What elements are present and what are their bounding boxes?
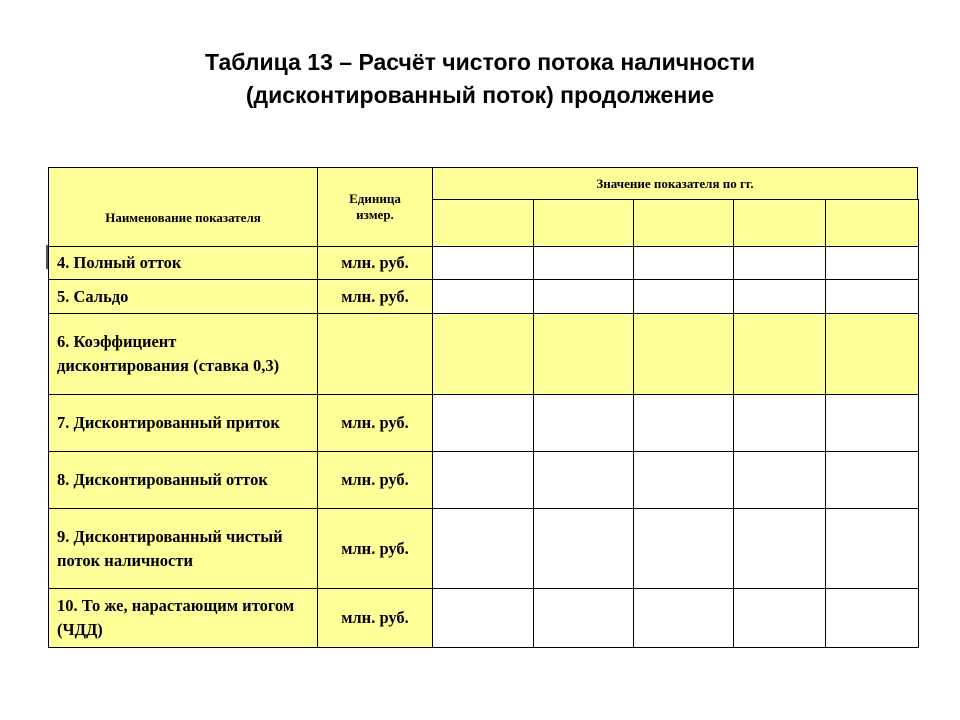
- row-label-cell: [48, 279, 318, 314]
- value-cell[interactable]: [633, 313, 734, 395]
- header-unit-cell: [317, 167, 433, 247]
- row-label: 7. Дисконтированный приток: [57, 413, 280, 432]
- value-cell[interactable]: [432, 394, 534, 452]
- row-label-cell: [48, 246, 318, 280]
- value-cell[interactable]: [733, 588, 826, 648]
- header-unit-label: Единица измер.: [349, 191, 401, 222]
- value-cell[interactable]: [533, 451, 634, 509]
- value-cell[interactable]: [633, 279, 734, 314]
- header-values-label: Значение показателя по гг.: [596, 175, 754, 191]
- row-label-cell: [48, 588, 318, 648]
- header-name-label: Наименование показателя: [105, 210, 261, 225]
- slide-title: [0, 46, 960, 112]
- year-header-cell: [825, 199, 919, 247]
- row-label: 4. Полный отток: [57, 253, 182, 272]
- value-cell[interactable]: [733, 508, 826, 589]
- row-unit-cell: [317, 313, 433, 395]
- row-label: 5. Сальдо: [57, 286, 129, 306]
- value-cell[interactable]: [432, 588, 534, 648]
- row-unit-cell: [317, 246, 433, 280]
- value-cell[interactable]: [733, 451, 826, 509]
- row-unit: млн. руб.: [341, 470, 409, 489]
- value-cell[interactable]: [825, 588, 919, 648]
- row-unit-cell: [317, 588, 433, 648]
- cash-flow-table: [48, 167, 918, 647]
- row-unit: млн. руб.: [341, 286, 409, 306]
- value-cell[interactable]: [825, 451, 919, 509]
- row-label-cell: [48, 451, 318, 509]
- row-unit: млн. руб.: [341, 413, 409, 432]
- value-cell[interactable]: [533, 279, 634, 314]
- value-cell[interactable]: [533, 508, 634, 589]
- year-header-cell: [733, 199, 826, 247]
- year-header-cell: [533, 199, 634, 247]
- header-name-cell: [48, 167, 318, 247]
- value-cell[interactable]: [733, 279, 826, 314]
- title-line-1: Таблица 13 – Расчёт чистого потока наличности: [205, 49, 755, 75]
- value-cell[interactable]: [432, 279, 534, 314]
- value-cell[interactable]: [533, 246, 634, 280]
- row-label: 6. Коэффициент дисконтирования (ставка 0,3): [57, 332, 280, 375]
- year-header-cell: [432, 199, 534, 247]
- row-label: 9. Дисконтированный чистый поток наличности: [57, 526, 283, 570]
- row-unit-cell: [317, 451, 433, 509]
- value-cell[interactable]: [633, 451, 734, 509]
- value-cell[interactable]: [733, 246, 826, 280]
- row-unit: млн. руб.: [341, 538, 409, 558]
- row-unit-cell: [317, 508, 433, 589]
- value-cell[interactable]: [633, 246, 734, 280]
- row-unit-cell: [317, 394, 433, 452]
- value-cell[interactable]: [533, 588, 634, 648]
- value-cell[interactable]: [633, 394, 734, 452]
- row-label: 8. Дисконтированный отток: [57, 470, 268, 489]
- row-unit: млн. руб.: [341, 253, 409, 272]
- value-cell[interactable]: [633, 508, 734, 589]
- value-cell[interactable]: [733, 313, 826, 395]
- row-label-cell: [48, 313, 318, 395]
- header-values-cell: [432, 167, 918, 200]
- title-line-2: (дисконтированный поток) продолжение: [245, 82, 715, 108]
- row-unit: млн. руб.: [341, 608, 409, 627]
- value-cell[interactable]: [633, 588, 734, 648]
- row-label-cell: [48, 508, 318, 589]
- value-cell[interactable]: [825, 246, 919, 280]
- value-cell[interactable]: [825, 313, 919, 395]
- value-cell[interactable]: [432, 508, 534, 589]
- row-label-cell: [48, 394, 318, 452]
- value-cell[interactable]: [432, 451, 534, 509]
- value-cell[interactable]: [825, 279, 919, 314]
- year-header-cell: [633, 199, 734, 247]
- value-cell[interactable]: [825, 508, 919, 589]
- value-cell[interactable]: [533, 313, 634, 395]
- row-label: 10. То же, нарастающим итогом (ЧДД): [57, 596, 295, 639]
- value-cell[interactable]: [432, 313, 534, 395]
- row-unit-cell: [317, 279, 433, 314]
- value-cell[interactable]: [825, 394, 919, 452]
- value-cell[interactable]: [432, 246, 534, 280]
- value-cell[interactable]: [533, 394, 634, 452]
- value-cell[interactable]: [733, 394, 826, 452]
